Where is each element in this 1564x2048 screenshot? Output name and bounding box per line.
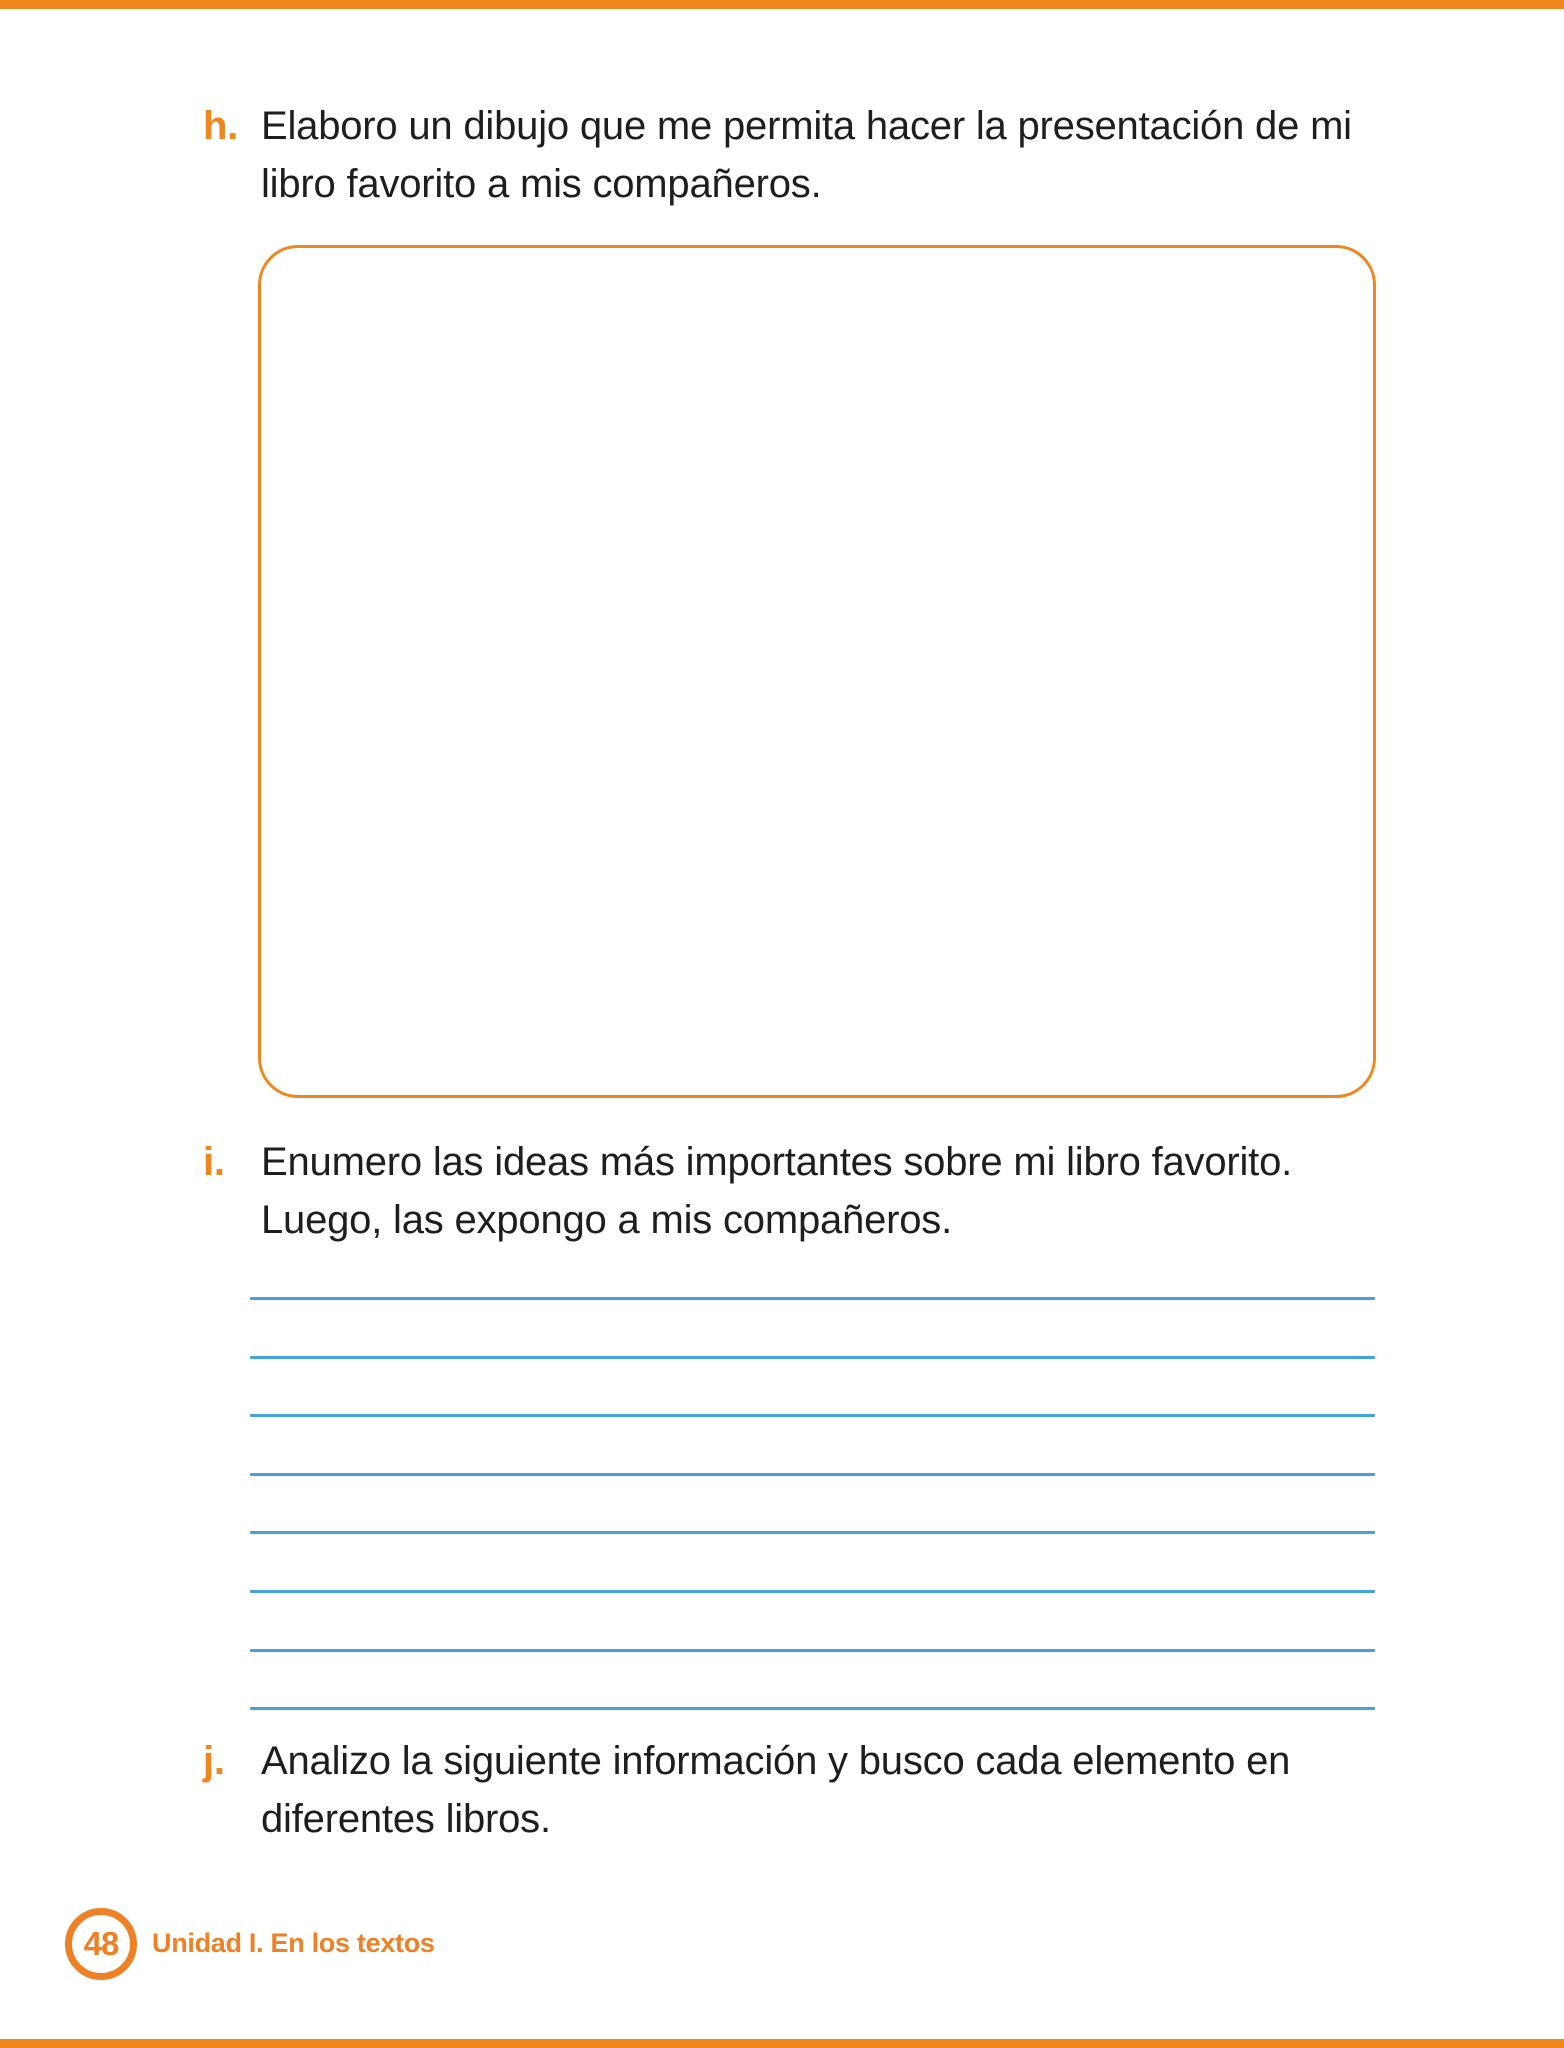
item-j-marker: j. bbox=[203, 1739, 225, 1783]
writing-line bbox=[250, 1590, 1375, 1593]
drawing-box bbox=[258, 245, 1376, 1098]
item-i-text-line-2: Luego, las expongo a mis compañeros. bbox=[261, 1198, 953, 1242]
writing-line bbox=[250, 1356, 1375, 1359]
writing-line bbox=[250, 1707, 1375, 1710]
item-h-marker: h. bbox=[203, 104, 239, 148]
writing-lines bbox=[250, 1297, 1375, 1710]
top-accent-bar bbox=[0, 0, 1564, 9]
exercise-item-h bbox=[203, 97, 1352, 213]
item-j-text-line-2: diferentes libros. bbox=[261, 1797, 551, 1841]
bottom-accent-bar bbox=[0, 2039, 1564, 2048]
exercise-item-j bbox=[203, 1732, 1290, 1848]
writing-line bbox=[250, 1473, 1375, 1476]
item-j-text-line-1: Analizo la siguiente información y busco cada elemento en bbox=[261, 1739, 1291, 1783]
writing-line bbox=[250, 1531, 1375, 1534]
exercise-item-i bbox=[203, 1133, 1292, 1249]
writing-line bbox=[250, 1649, 1375, 1652]
item-h-text-line-1: Elaboro un dibujo que me permita hacer la presentación de mi bbox=[261, 104, 1352, 148]
item-i-text-line-1: Enumero las ideas más importantes sobre mi libro favorito. bbox=[261, 1140, 1293, 1184]
page-number-badge: 48 bbox=[65, 1908, 137, 1980]
item-h-text-line-2: libro favorito a mis compañeros. bbox=[261, 162, 822, 206]
page-footer bbox=[0, 1900, 1564, 2000]
writing-line bbox=[250, 1297, 1375, 1300]
unit-section-label: Unidad I. En los textos bbox=[152, 1928, 435, 1958]
item-i-marker: i. bbox=[203, 1140, 225, 1184]
writing-line bbox=[250, 1414, 1375, 1417]
